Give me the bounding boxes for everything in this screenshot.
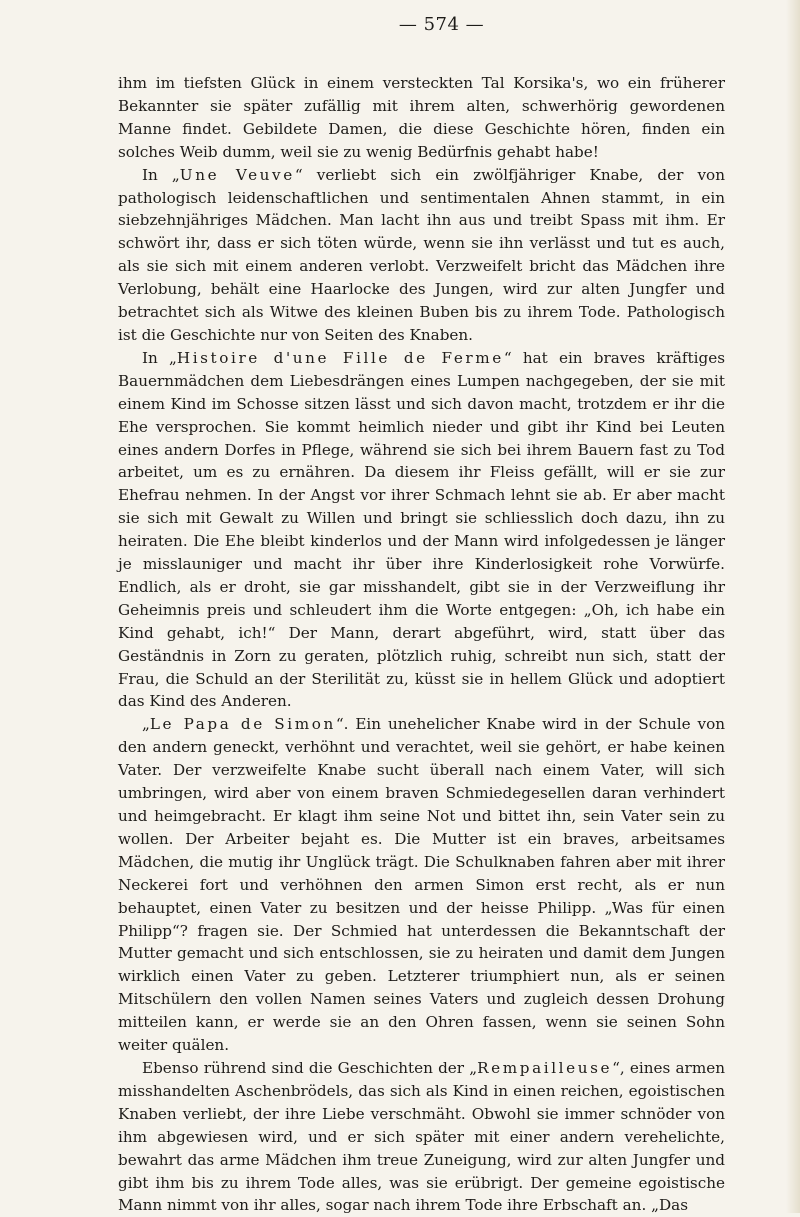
page-edge-shadow xyxy=(786,0,800,1213)
page-number: — 574 — xyxy=(398,14,485,35)
story-title: Une Veuve xyxy=(179,165,295,184)
paragraph xyxy=(118,72,725,164)
paragraph xyxy=(118,347,725,714)
paragraph xyxy=(118,713,725,1057)
text-segment: „ xyxy=(142,715,150,734)
text-body xyxy=(118,72,725,1217)
story-title: Histoire d'une Fille de Ferme xyxy=(176,348,504,367)
text-segment: In „ xyxy=(142,348,177,367)
text-segment: ihm im tiefsten Glück in einem versteckten Tal Korsika's, wo ein früherer Bekannter sie später zufällig mit ihrem alten, schwerhörig gewordenen Manne findet. Gebildete Damen, die diese Geschichte hören, finden ein solches Weib dumm, weil sie zu wenig Bedürfnis gehabt habe! xyxy=(118,74,725,161)
paragraph xyxy=(118,1057,725,1217)
text-segment: “, eines armen misshandelten Aschenbrödels, das sich als Kind in einen reichen, egoistischen Knaben verliebt, der ihre Liebe verschmäht. Obwohl sie immer schnöder von ihm abgewiesen wird, und er sich später mit einer andern verehelichte, bewahrt das arme Mädchen ihm treue Zuneigung, wird zur alten Jungfer und gibt ihm bis zu ihrem Tode alles, was sie erübrigt. Der gemeine egoistische Mann nimmt von ihr alles, sogar nach ihrem Tode ihre Erbschaft an. „Das xyxy=(118,1058,725,1215)
story-title: Le Papa de Simon xyxy=(149,715,336,734)
story-title: Rempailleuse xyxy=(477,1058,613,1077)
text-segment: Ebenso rührend sind die Geschichten der „ xyxy=(142,1058,478,1077)
text-segment: “ hat ein braves kräftiges Bauernmädchen dem Liebesdrängen eines Lumpen nachgegeben, der sie mit einem Kind im Schosse sitzen lässt und sich davon macht, trotzdem er ihr die Ehe versprochen. Sie kommt heimlich nieder und gibt ihr Kind bei Leuten eines andern Dorfes in Pflege, während sie sich bei ihrem Bauern fast zu Tod arbeitet, um es zu ernähren. Da diesem ihr Fleiss gefällt, will er sie zur Ehefrau nehmen. In der Angst vor ihrer Schmach lehnt sie ab. Er aber macht sie sich mit Gewalt zu Willen und bringt sie schliesslich doch dazu, ihn zu heiraten. Die Ehe bleibt kinderlos und der Mann wird infolgedessen je länger je misslauniger und macht ihr über ihre Kinderlosigkeit rohe Vorwürfe. Endlich, als er droht, sie gar misshandelt, gibt sie in der Verzweiflung ihr Geheimnis preis und schleudert ihm die Worte entgegen: „Oh, ich habe ein Kind gehabt, ich!“ Der Mann, derart abgeführt, wird, statt über das Geständnis in Zorn zu geraten, plötzlich ruhig, schreibt nun sich, statt der Frau, die Schuld an der Sterilität zu, küsst sie in hellem Glück und adoptiert das Kind des Anderen. xyxy=(118,348,725,711)
text-segment: In „ xyxy=(142,165,180,184)
text-segment: “ verliebt sich ein zwölfjähriger Knabe, der von pathologisch leidenschaftlichen und sentimentalen Ahnen stammt, in ein siebzehnjähriges Mädchen. Man lacht ihn aus und treibt Spass mit ihm. Er schwört ihr, dass er sich töten würde, wenn sie ihn verlässt und tut es auch, als sie sich mit einem anderen verlobt. Verzweifelt bricht das Mädchen ihre Verlobung, behält eine Haarlocke des Jungen, wird zur alten Jungfer und betrachtet sich als Witwe des kleinen Buben bis zu ihrem Tode. Pathologisch ist die Geschichte nur von Seiten des Knaben. xyxy=(118,165,725,344)
paragraph xyxy=(118,164,725,347)
text-segment: “. Ein unehelicher Knabe wird in der Schule von den andern geneckt, verhöhnt und verachtet, weil sie gehört, er habe keinen Vater. Der verzweifelte Knabe sucht überall nach einem Vater, will sich umbringen, wird aber von einem braven Schmiedegesellen daran verhindert und heimgebracht. Er klagt ihm seine Not und bittet ihn, sein Vater sein zu wollen. Der Arbeiter bejaht es. Die Mutter ist ein braves, arbeitsames Mädchen, die mutig ihr Unglück trägt. Die Schulknaben fahren aber mit ihrer Neckerei fort und verhöhnen den armen Simon erst recht, als er nun behauptet, einen Vater zu besitzen und der heisse Philipp. „Was für einen Philipp“? fragen sie. Der Schmied hat unterdessen die Bekanntschaft der Mutter gemacht und sich entschlossen, sie zu heiraten und damit dem Jungen wirklich einen Vater zu geben. Letzterer triumphiert nun, als er seinen Mitschülern den vollen Namen seines Vaters und zugleich dessen Drohung mitteilen kann, er werde sie an den Ohren fassen, wenn sie seinen Sohn weiter quälen. xyxy=(118,715,725,1055)
